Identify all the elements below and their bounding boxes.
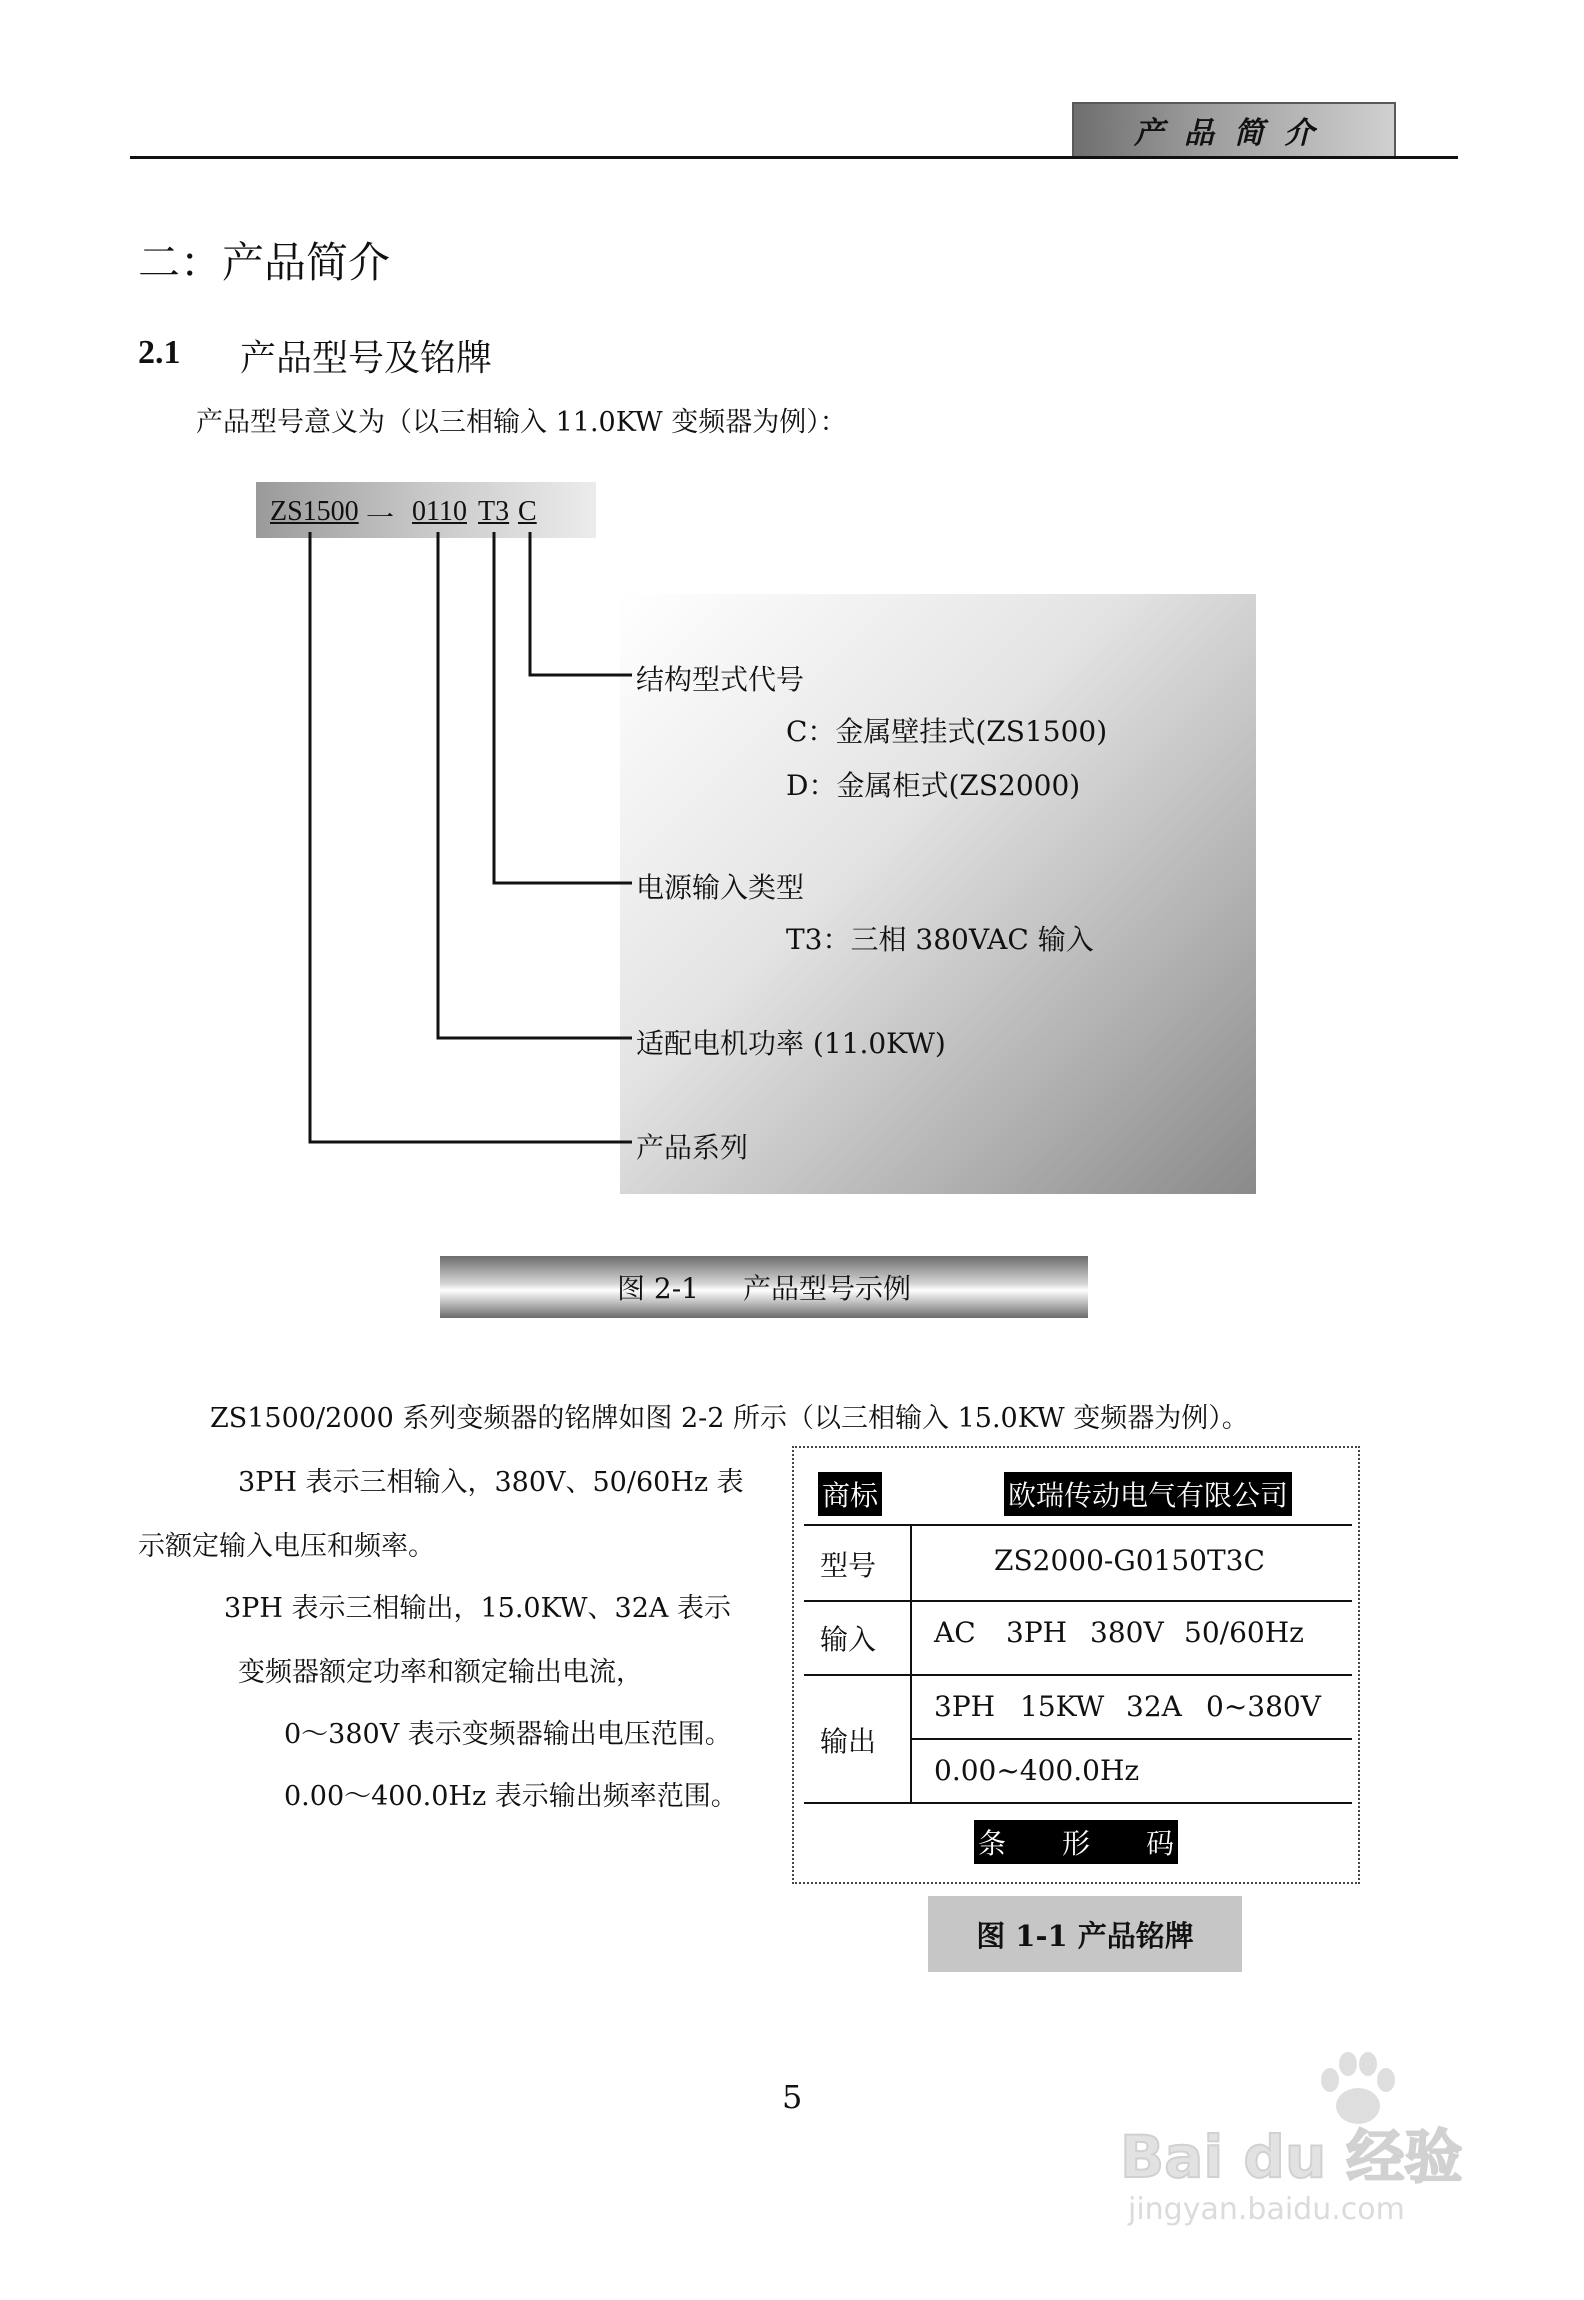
code-input: T3 [478,496,510,527]
nameplate-rule [804,1802,1352,1804]
nameplate-rule [910,1738,1352,1740]
nameplate-rule [804,1600,1352,1602]
connector-series [310,532,632,1142]
figure1-title: 产品型号示例 [742,1272,911,1305]
nameplate-output-label: 输出 [820,1725,877,1758]
figure-caption-2-1 [440,1256,1088,1318]
page-number: 5 [782,2078,803,2116]
baidu-jingyan-watermark [1120,2050,1520,2240]
label-structure-c: C：金属壁挂式(ZS1500) [786,715,1108,748]
label-structure-title: 结构型式代号 [636,663,805,696]
model-intro-paragraph: 产品型号意义为（以三相输入 11.0KW 变频器为例）： [196,407,847,438]
nameplate-input-v: 380V [1090,1616,1164,1649]
desc-line-4: 变频器额定功率和额定输出电流， [238,1657,643,1688]
nameplate-model-label: 型号 [820,1549,877,1582]
section-title: 二：产品简介 [138,238,391,287]
label-input-t3: T3：三相 380VAC 输入 [786,923,1094,956]
code-series: ZS1500 [270,496,359,527]
label-series: 产品系列 [636,1131,749,1164]
nameplate-output-freq: 0.00~400.0Hz [934,1754,1140,1787]
nameplate-input-ac: AC [934,1616,976,1649]
nameplate-input-ph: 3PH [1006,1616,1068,1649]
desc-line-3: 3PH 表示三相输出，15.0KW、32A 表示 [224,1593,731,1624]
nameplate-brand-value: 欧瑞传动电气有限公司 [1004,1472,1292,1516]
label-input-title: 电源输入类型 [636,871,805,904]
code-structure: C [518,496,537,527]
nameplate-output-ph: 3PH [934,1690,996,1723]
nameplate-rule [804,1674,1352,1676]
watermark-logo-text: Bai du 经验 [1120,2123,1463,2191]
figure1-number: 图 2-1 [616,1272,699,1305]
connector-input [494,532,632,883]
subsection-number: 2.1 [138,334,181,371]
header-section-tab: 产品简介 [1072,102,1396,158]
desc-line-5: 0～380V 表示变频器输出电压范围。 [284,1719,732,1750]
nameplate-barcode: 条 形 码 [974,1820,1178,1864]
figure-caption-nameplate: 图 1-1 产品铭牌 [928,1896,1242,1972]
desc-line-1: 3PH 表示三相输入，380V、50/60Hz 表 [238,1467,744,1498]
connector-power [438,532,632,1038]
nameplate [792,1446,1360,1884]
nameplate-column-divider [910,1524,912,1802]
connector-structure [530,532,632,675]
nameplate-output-v: 0~380V [1206,1690,1321,1723]
nameplate-output-kw: 15KW [1020,1690,1105,1723]
subsection-title: 产品型号及铭牌 [240,338,493,379]
label-structure-d: D：金属柜式(ZS2000) [786,769,1081,802]
nameplate-output-a: 32A [1126,1690,1182,1723]
code-power: 0110 [412,496,467,527]
desc-line-6: 0.00～400.0Hz 表示输出频率范围。 [284,1781,738,1812]
code-dash: 一 [366,503,395,534]
watermark-url: jingyan.baidu.com [1128,2192,1405,2227]
nameplate-brand-label: 商标 [818,1472,882,1516]
nameplate-input-hz: 50/60Hz [1184,1616,1304,1649]
nameplate-rule [804,1524,1352,1526]
nameplate-input-label: 输入 [820,1623,877,1656]
desc-line-2: 示额定输入电压和频率。 [138,1531,435,1562]
nameplate-intro-paragraph: ZS1500/2000 系列变频器的铭牌如图 2-2 所示（以三相输入 15.0KW 变频器为例）。 [210,1403,1249,1434]
nameplate-model-value: ZS2000-G0150T3C [994,1544,1265,1577]
label-power: 适配电机功率 (11.0KW) [636,1027,946,1060]
